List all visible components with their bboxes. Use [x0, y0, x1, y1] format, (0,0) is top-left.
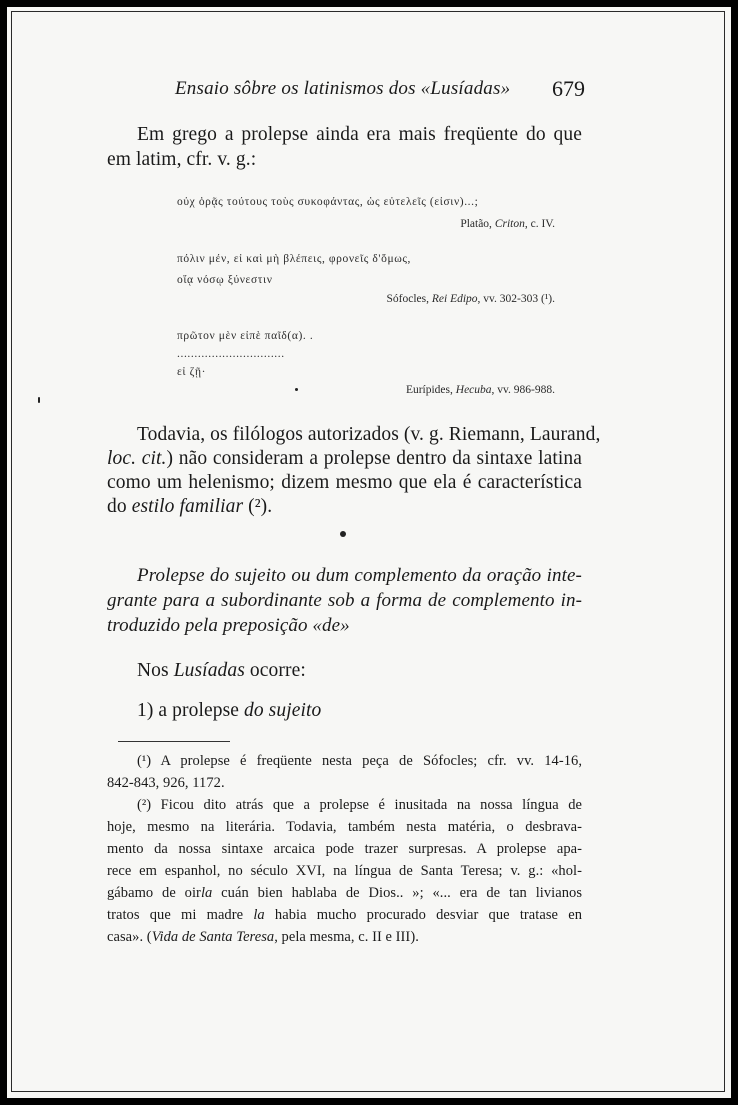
paragraph-2-line-4: do estilo familiar (²).	[107, 496, 273, 517]
quote-1-line: οὐχ ὁρᾷς τούτους τοὺς συκοφάντας, ὡς εὐτελεῖς (εἰσιν)...;	[177, 196, 479, 208]
quote-3-attribution: Eurípides, Hecuba, vv. 986-988.	[405, 384, 555, 396]
paragraph-2-line-1: Todavia, os filólogos autorizados (v. g. Riemann, Laurand,	[137, 424, 601, 445]
footnote-2-line-3: mento da nossa sintaxe arcaica pode trazer surpresas. A prolepse apa-	[107, 841, 582, 857]
quote-1-attribution: Platão, Criton, c. IV.	[460, 218, 555, 230]
footnote-1-line-2: 842-843, 926, 1172.	[107, 775, 225, 791]
subheading-line: Nos Lusíadas ocorre:	[137, 660, 306, 681]
section-heading-line-2: grante para a subordinante sob a forma de complemento in-	[107, 590, 582, 611]
page-number: 679	[552, 76, 585, 101]
paragraph-2-line-2: loc. cit.) não consideram a prolepse dentro da sintaxe latina	[107, 448, 582, 469]
footnote-2-line-5: gábamo de oirla cuán bien hablaba de Dios.. »; «... era de tan livianos	[107, 885, 583, 901]
footnote-2-line-6: tratos que mi madre la habia mucho procurado desviar que tratase en	[107, 907, 582, 923]
quote-3-ellipsis: ...............................	[177, 348, 285, 360]
section-separator-icon	[340, 531, 346, 537]
quote-2-line-2: οἵᾳ νόσῳ ξύνεστιν	[177, 274, 273, 286]
footnote-2-line-7: casa». (Vida de Santa Teresa, pela mesma, c. II e III).	[107, 929, 419, 945]
paragraph-1-line-2: em latim, cfr. v. g.:	[107, 149, 257, 170]
quote-3-line-2: εἰ ζῇ·	[177, 366, 207, 378]
footnote-2-line-2: hoje, mesmo na literária. Todavia, também nesta matéria, o desbrava-	[107, 819, 582, 835]
quote-3-line-1: πρῶτον μὲν εἰπὲ παῖδ(α). .	[177, 330, 314, 342]
quote-2-line-1: πόλιν μέν, εἰ καὶ μὴ βλέπεις, φρονεῖς δ'ὅμως,	[177, 253, 412, 265]
paragraph-2-line-3: como um helenismo; dizem mesmo que ela é característica	[107, 472, 582, 493]
section-heading-line-1: Prolepse do sujeito ou dum complemento da oração inte-	[137, 565, 582, 586]
speck-mark	[38, 397, 40, 403]
footnote-rule	[118, 741, 230, 742]
running-header: Ensaio sôbre os latinismos dos «Lusíadas»	[175, 78, 511, 99]
list-item-1: 1) a prolepse do sujeito	[137, 700, 322, 721]
section-heading-line-3: troduzido pela preposição «de»	[107, 615, 350, 636]
footnote-2-line-1: (²) Ficou dito atrás que a prolepse é inusitada na nossa língua de	[137, 797, 582, 813]
footnote-2-line-4: rece em espanhol, no século XVI, na língua de Santa Teresa; v. g.: «hol-	[107, 863, 582, 879]
footnote-1-line-1: (¹) A prolepse é freqüente nesta peça de Sófocles; cfr. vv. 14-16,	[137, 753, 582, 769]
paragraph-1-line-1: Em grego a prolepse ainda era mais freqüente do que	[137, 124, 582, 145]
speck-mark	[295, 388, 298, 391]
quote-2-attribution: Sófocles, Rei Edipo, vv. 302-303 (¹).	[386, 293, 555, 305]
